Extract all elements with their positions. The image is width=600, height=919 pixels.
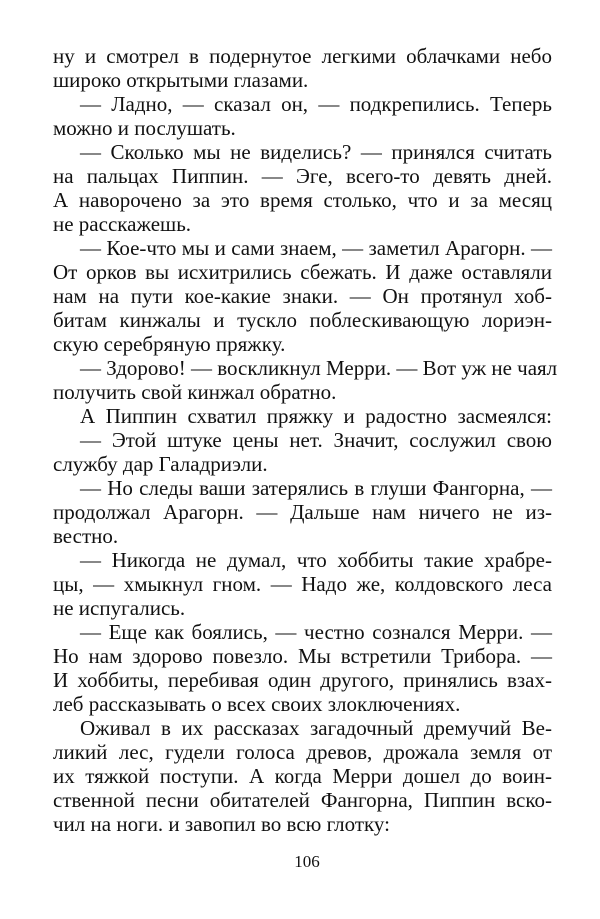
text-line: — Никогда не думал, что хоббиты такие храбре-: [80, 548, 552, 572]
text-line: Оживал в их рассказах загадочный дремучий Ве-: [80, 716, 552, 740]
text-line: цы, — хмыкнул гном. — Надо же, колдовского леса: [53, 572, 552, 596]
text-line: битам кинжалы и тускло поблескивающую лориэн-: [53, 308, 552, 332]
text-line: не расскажешь.: [53, 212, 192, 236]
text-line: службу дар Галадриэли.: [53, 452, 268, 476]
text-line: получить свой кинжал обратно.: [53, 380, 337, 404]
text-line: ну и смотрел в подернутое легкими облачками небо: [53, 44, 552, 68]
text-line: От орков вы исхитрились сбежать. И даже оставляли: [53, 260, 552, 284]
text-line: ственной песни обитателей Фангорна, Пиппин вско-: [53, 788, 552, 812]
text-line: — Еще как боялись, — честно сознался Мерри. —: [80, 620, 552, 644]
text-line: продолжал Арагорн. — Дальше нам ничего не из-: [53, 500, 552, 524]
text-line: не испугались.: [53, 596, 186, 620]
text-line: на пальцах Пиппин. — Эге, всего-то девять дней.: [53, 164, 552, 188]
text-line: Но нам здорово повезло. Мы встретили Трибора. —: [53, 644, 552, 668]
text-line: — Здорово! — воскликнул Мерри. — Вот уж не чаял: [80, 356, 558, 380]
text-line: — Сколько мы не виделись? — принялся считать: [80, 140, 552, 164]
text-line: ликий лес, гудели голоса древов, дрожала земля от: [53, 740, 552, 764]
text-line: — Этой штуке цены нет. Значит, сослужил свою: [80, 428, 552, 452]
text-line: — Ладно, — сказал он, — подкрепились. Теперь: [80, 92, 552, 116]
text-line: вестно.: [53, 524, 119, 548]
text-line: можно и послушать.: [53, 116, 236, 140]
book-page-text: [53, 44, 558, 836]
text-line: А наворочено за это время столько, что и за месяц: [53, 188, 552, 212]
text-line: их тяжкой поступи. А когда Мерри дошел до воин-: [53, 764, 552, 788]
text-line: нам на пути кое-какие знаки. — Он протянул хоб-: [53, 284, 552, 308]
text-line: скую серебряную пряжку.: [53, 332, 286, 356]
text-line: А Пиппин схватил пряжку и радостно засмеялся:: [80, 404, 552, 428]
text-line: леб рассказывать о всех своих злоключениях.: [53, 692, 461, 716]
text-line: широко открытыми глазами.: [53, 68, 309, 92]
text-line: И хоббиты, перебивая один другого, принялись взах-: [53, 668, 552, 692]
page-number: 106: [294, 852, 320, 871]
text-line: — Кое-что мы и сами знаем, — заметил Арагорн. —: [80, 236, 552, 260]
text-line: — Но следы ваши затерялись в глуши Фангорна, —: [80, 476, 552, 500]
text-line: чил на ноги. и завопил во всю глотку:: [53, 812, 390, 836]
